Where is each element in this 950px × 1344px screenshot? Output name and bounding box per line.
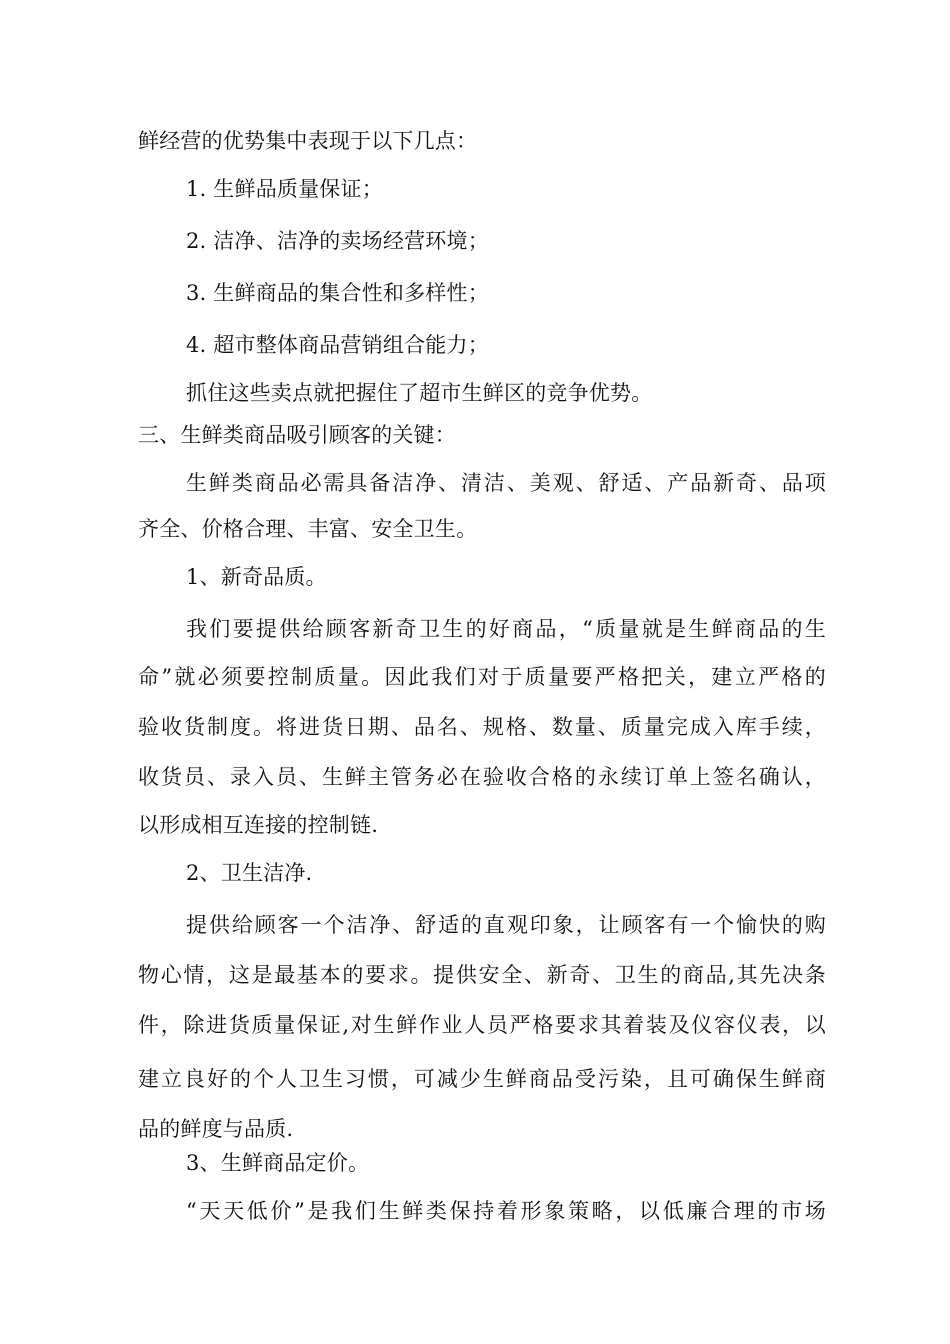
text-line: 抓住这些卖点就把握住了超市生鲜区的竞争优势。	[186, 381, 653, 405]
text-line: 建立良好的个人卫生习惯，可减少生鲜商品受污染，且可确保生鲜商	[138, 1067, 826, 1091]
subsection-heading: 1、新奇品质。	[186, 565, 327, 589]
text-line: 提供给顾客一个洁净、舒适的直观印象，让顾客有一个愉快的购	[186, 913, 826, 937]
subsection-heading: 3、生鲜商品定价。	[186, 1151, 370, 1175]
list-item: 2. 洁净、洁净的卖场经营环境；	[186, 229, 489, 253]
text-line: 我们要提供给顾客新奇卫生的好商品，“质量就是生鲜商品的生	[186, 617, 826, 641]
text-line: 生鲜类商品必需具备洁净、清洁、美观、舒适、产品新奇、品项	[186, 471, 826, 495]
list-item: 1. 生鲜品质量保证；	[186, 177, 383, 201]
text-line: 验收货制度。将进货日期、品名、规格、数量、质量完成入库手续，	[138, 715, 826, 739]
list-item: 3. 生鲜商品的集合性和多样性；	[186, 281, 489, 305]
text-line: 命”就必须要控制质量。因此我们对于质量要严格把关，建立严格的	[138, 665, 826, 689]
text-line: 品的鲜度与品质.	[138, 1117, 294, 1141]
text-line: 鲜经营的优势集中表现于以下几点：	[138, 129, 478, 153]
text-line: 收货员、录入员、生鲜主管务必在验收合格的永续订单上签名确认，	[138, 765, 826, 789]
text-line: 件，除进货质量保证,对生鲜作业人员严格要求其着装及仪容仪表，以	[138, 1013, 826, 1037]
list-item: 4. 超市整体商品营销组合能力；	[186, 333, 489, 357]
text-line: “天天低价”是我们生鲜类保持着形象策略，以低廉合理的市场	[186, 1199, 826, 1223]
text-line: 齐全、价格合理、丰富、安全卫生。	[138, 517, 478, 541]
text-line: 以形成相互连接的控制链.	[138, 813, 379, 837]
subsection-heading: 2、卫生洁净.	[186, 861, 313, 885]
section-heading: 三、生鲜类商品吸引顾客的关键：	[138, 423, 456, 447]
text-line: 物心情，这是最基本的要求。提供安全、新奇、卫生的商品,其先决条	[138, 963, 826, 987]
